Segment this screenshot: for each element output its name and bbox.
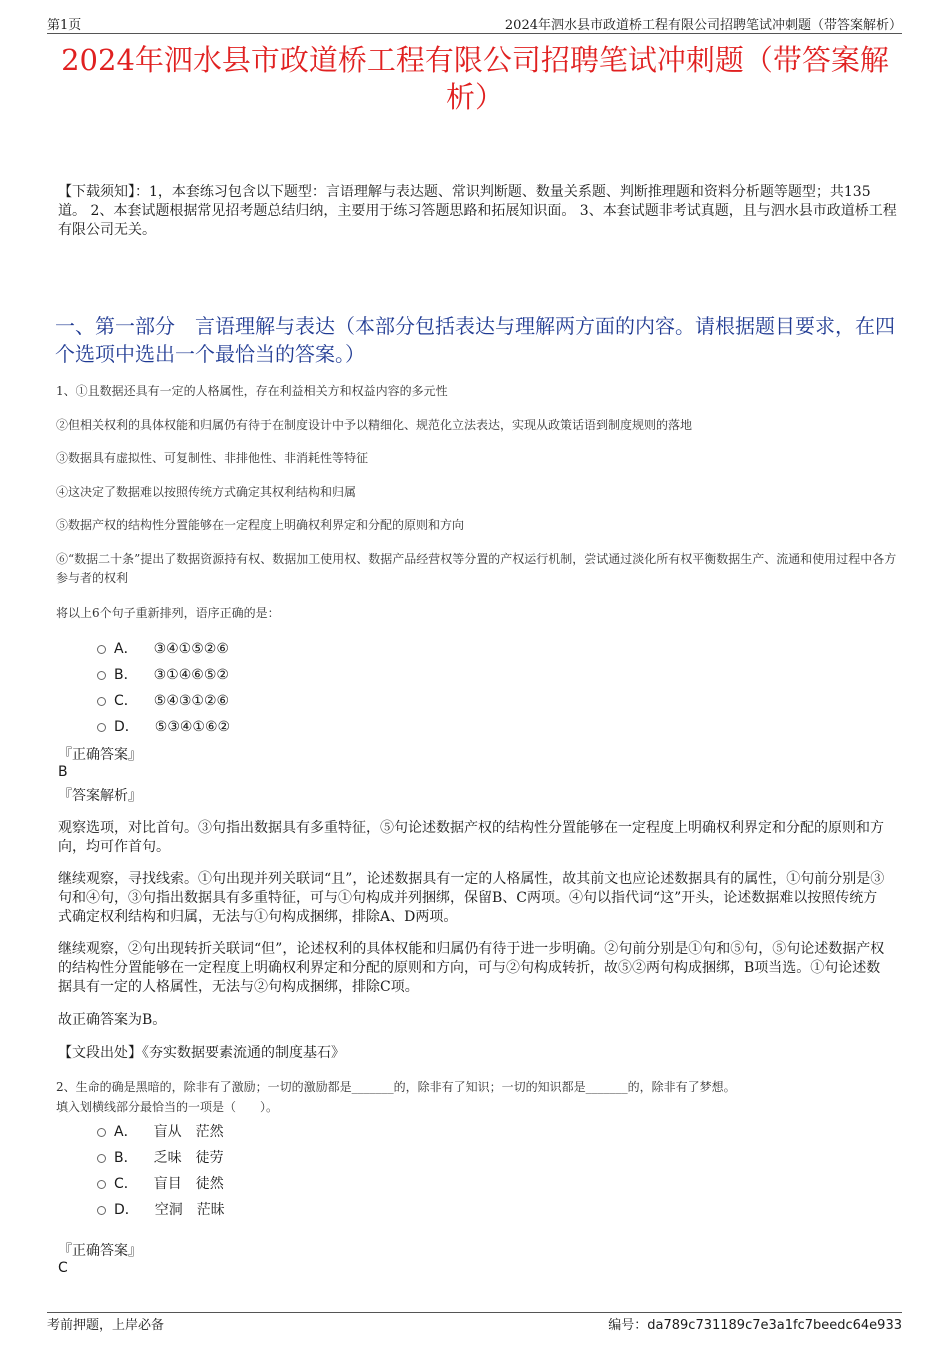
option-text: ⑤③④①⑥②: [154, 719, 231, 735]
q1-analysis-label: 『答案解析』: [58, 788, 142, 804]
footer-divider: [47, 1312, 902, 1313]
q2-stem: 2、生命的确是黑暗的，除非有了激励；一切的激励都是_______的，除非有了知识；一切的知识都是_______的，除非有了梦想。: [56, 1080, 736, 1094]
q1-sentence-6: ⑥“数据二十条”提出了数据资源持有权、数据加工使用权、数据产品经营权等分置的产权运行机制，尝试通过淡化所有权平衡数据生产、流通和使用过程中各方参与者的权利: [56, 552, 897, 585]
q1-sentence-2: ②但相关权利的具体权能和归属仍有待于在制度设计中予以精细化、规范化立法表达，实现从政策话语到制度规则的落地: [56, 418, 693, 432]
q1-option-c[interactable]: [97, 690, 229, 710]
q2-option-a[interactable]: [97, 1121, 224, 1141]
radio-icon[interactable]: [97, 1154, 106, 1163]
radio-icon[interactable]: [97, 671, 106, 680]
q1-prompt: 将以上6个句子重新排列，语序正确的是：: [56, 606, 280, 620]
option-letter: B．: [114, 1150, 138, 1166]
radio-icon[interactable]: [97, 697, 106, 706]
radio-icon[interactable]: [97, 645, 106, 654]
q1-option-d[interactable]: [97, 716, 230, 736]
q2-answer-value: C: [58, 1260, 68, 1276]
q2-prompt: 填入划横线部分最恰当的一项是（ ）。: [56, 1100, 279, 1114]
option-text: 盲从 茫然: [153, 1124, 224, 1140]
option-letter: C．: [114, 1176, 138, 1192]
radio-icon[interactable]: [97, 1206, 106, 1215]
running-header-title: 2024年泗水县市政道桥工程有限公司招聘笔试冲刺题（带答案解析）: [504, 18, 902, 33]
radio-icon[interactable]: [97, 1128, 106, 1137]
page-number: 第1页: [47, 18, 82, 33]
q1-analysis-paragraph-2: 继续观察，寻找线索。①句出现并列关联词“且”，论述数据具有一定的人格属性，故其前文也应论述数据具有的属性，①句前分别是③句和④句，③句指出数据具有多重特征，可与①句构成并列捆绑，保留B、C两项。④句以指代词“这”开头，论述数据难以按照传统方式确定权利结构和归属，无法与①句构成捆绑，排除A、D两项。: [58, 871, 885, 925]
q1-sentence-5: ⑤数据产权的结构性分置能够在一定程度上明确权利界定和分配的原则和方向: [56, 518, 465, 532]
q1-sentence-1: 1、①且数据还具有一定的人格属性，存在利益相关方和权益内容的多元性: [56, 384, 448, 398]
q2-option-d[interactable]: [97, 1199, 225, 1219]
option-letter: D．: [114, 1202, 139, 1218]
document-code: [608, 1314, 902, 1333]
q1-analysis-conclusion: 故正确答案为B。: [58, 1012, 167, 1028]
option-letter: A．: [114, 641, 138, 657]
code-label: 编号：: [608, 1318, 648, 1333]
option-letter: D．: [114, 719, 139, 735]
q1-option-a[interactable]: [97, 638, 229, 658]
option-text: 乏味 徒劳: [153, 1150, 224, 1166]
download-notice: 【下载须知】：1，本套练习包含以下题型：言语理解与表达题、常识判断题、数量关系题、判断推理题和资料分析题等题型；共135道。 2、本套试题根据常见招考题总结归纳，主要用于练习答题思路和拓展知识面。 3、本套试题非考试真题，且与泗水县市政道桥工程有限公司无关。: [58, 184, 897, 238]
q1-answer-value: B: [58, 764, 68, 780]
document-title: 2024年泗水县市政道桥工程有限公司招聘笔试冲刺题（带答案解析）: [61, 43, 889, 114]
option-letter: A．: [114, 1124, 138, 1140]
q1-analysis-paragraph-3: 继续观察，②句出现转折关联词“但”，论述权利的具体权能和归属仍有待于进一步明确。②句前分别是①句和⑤句，⑤句论述数据产权的结构性分置能够在一定程度上明确权利界定和分配的原则和方向，可与②句构成转折，故⑤②两句构成捆绑，B项当选。①句论述数据具有一定的人格属性，无法与②句构成捆绑，排除C项。: [58, 941, 885, 995]
option-letter: C．: [114, 693, 138, 709]
radio-icon[interactable]: [97, 1180, 106, 1189]
header-divider: [47, 33, 902, 34]
q2-option-b[interactable]: [97, 1147, 224, 1167]
q2-option-c[interactable]: [97, 1173, 224, 1193]
radio-icon[interactable]: [97, 723, 106, 732]
q1-sentence-4: ④这决定了数据难以按照传统方式确定其权利结构和归属: [56, 485, 357, 499]
option-letter: B．: [114, 667, 138, 683]
q1-sentence-3: ③数据具有虚拟性、可复制性、非排他性、非消耗性等特征: [56, 451, 369, 465]
q2-answer-label: 『正确答案』: [58, 1243, 142, 1259]
q1-option-b[interactable]: [97, 664, 229, 684]
section-heading: 一、第一部分 言语理解与表达（本部分包括表达与理解两方面的内容。请根据题目要求，在四个选项中选出一个最恰当的答案。）: [55, 314, 895, 366]
q1-source: 【文段出处】《夯实数据要素流通的制度基石》: [58, 1045, 345, 1061]
code-value: da789c731189c7e3a1fc7beedc64e933: [647, 1318, 902, 1333]
q1-analysis-paragraph-1: 观察选项，对比首句。③句指出数据具有多重特征，⑤句论述数据产权的结构性分置能够在一定程度上明确权利界定和分配的原则和方向，均可作首句。: [58, 820, 884, 855]
option-text: ③①④⑥⑤②: [153, 667, 229, 683]
q1-answer-label: 『正确答案』: [58, 747, 142, 763]
footer-slogan: 考前押题，上岸必备: [47, 1318, 165, 1333]
option-text: ③④①⑤②⑥: [153, 641, 229, 657]
option-text: 盲目 徒然: [153, 1176, 224, 1192]
option-text: ⑤④③①②⑥: [153, 693, 230, 709]
option-text: 空洞 茫昧: [154, 1202, 225, 1218]
